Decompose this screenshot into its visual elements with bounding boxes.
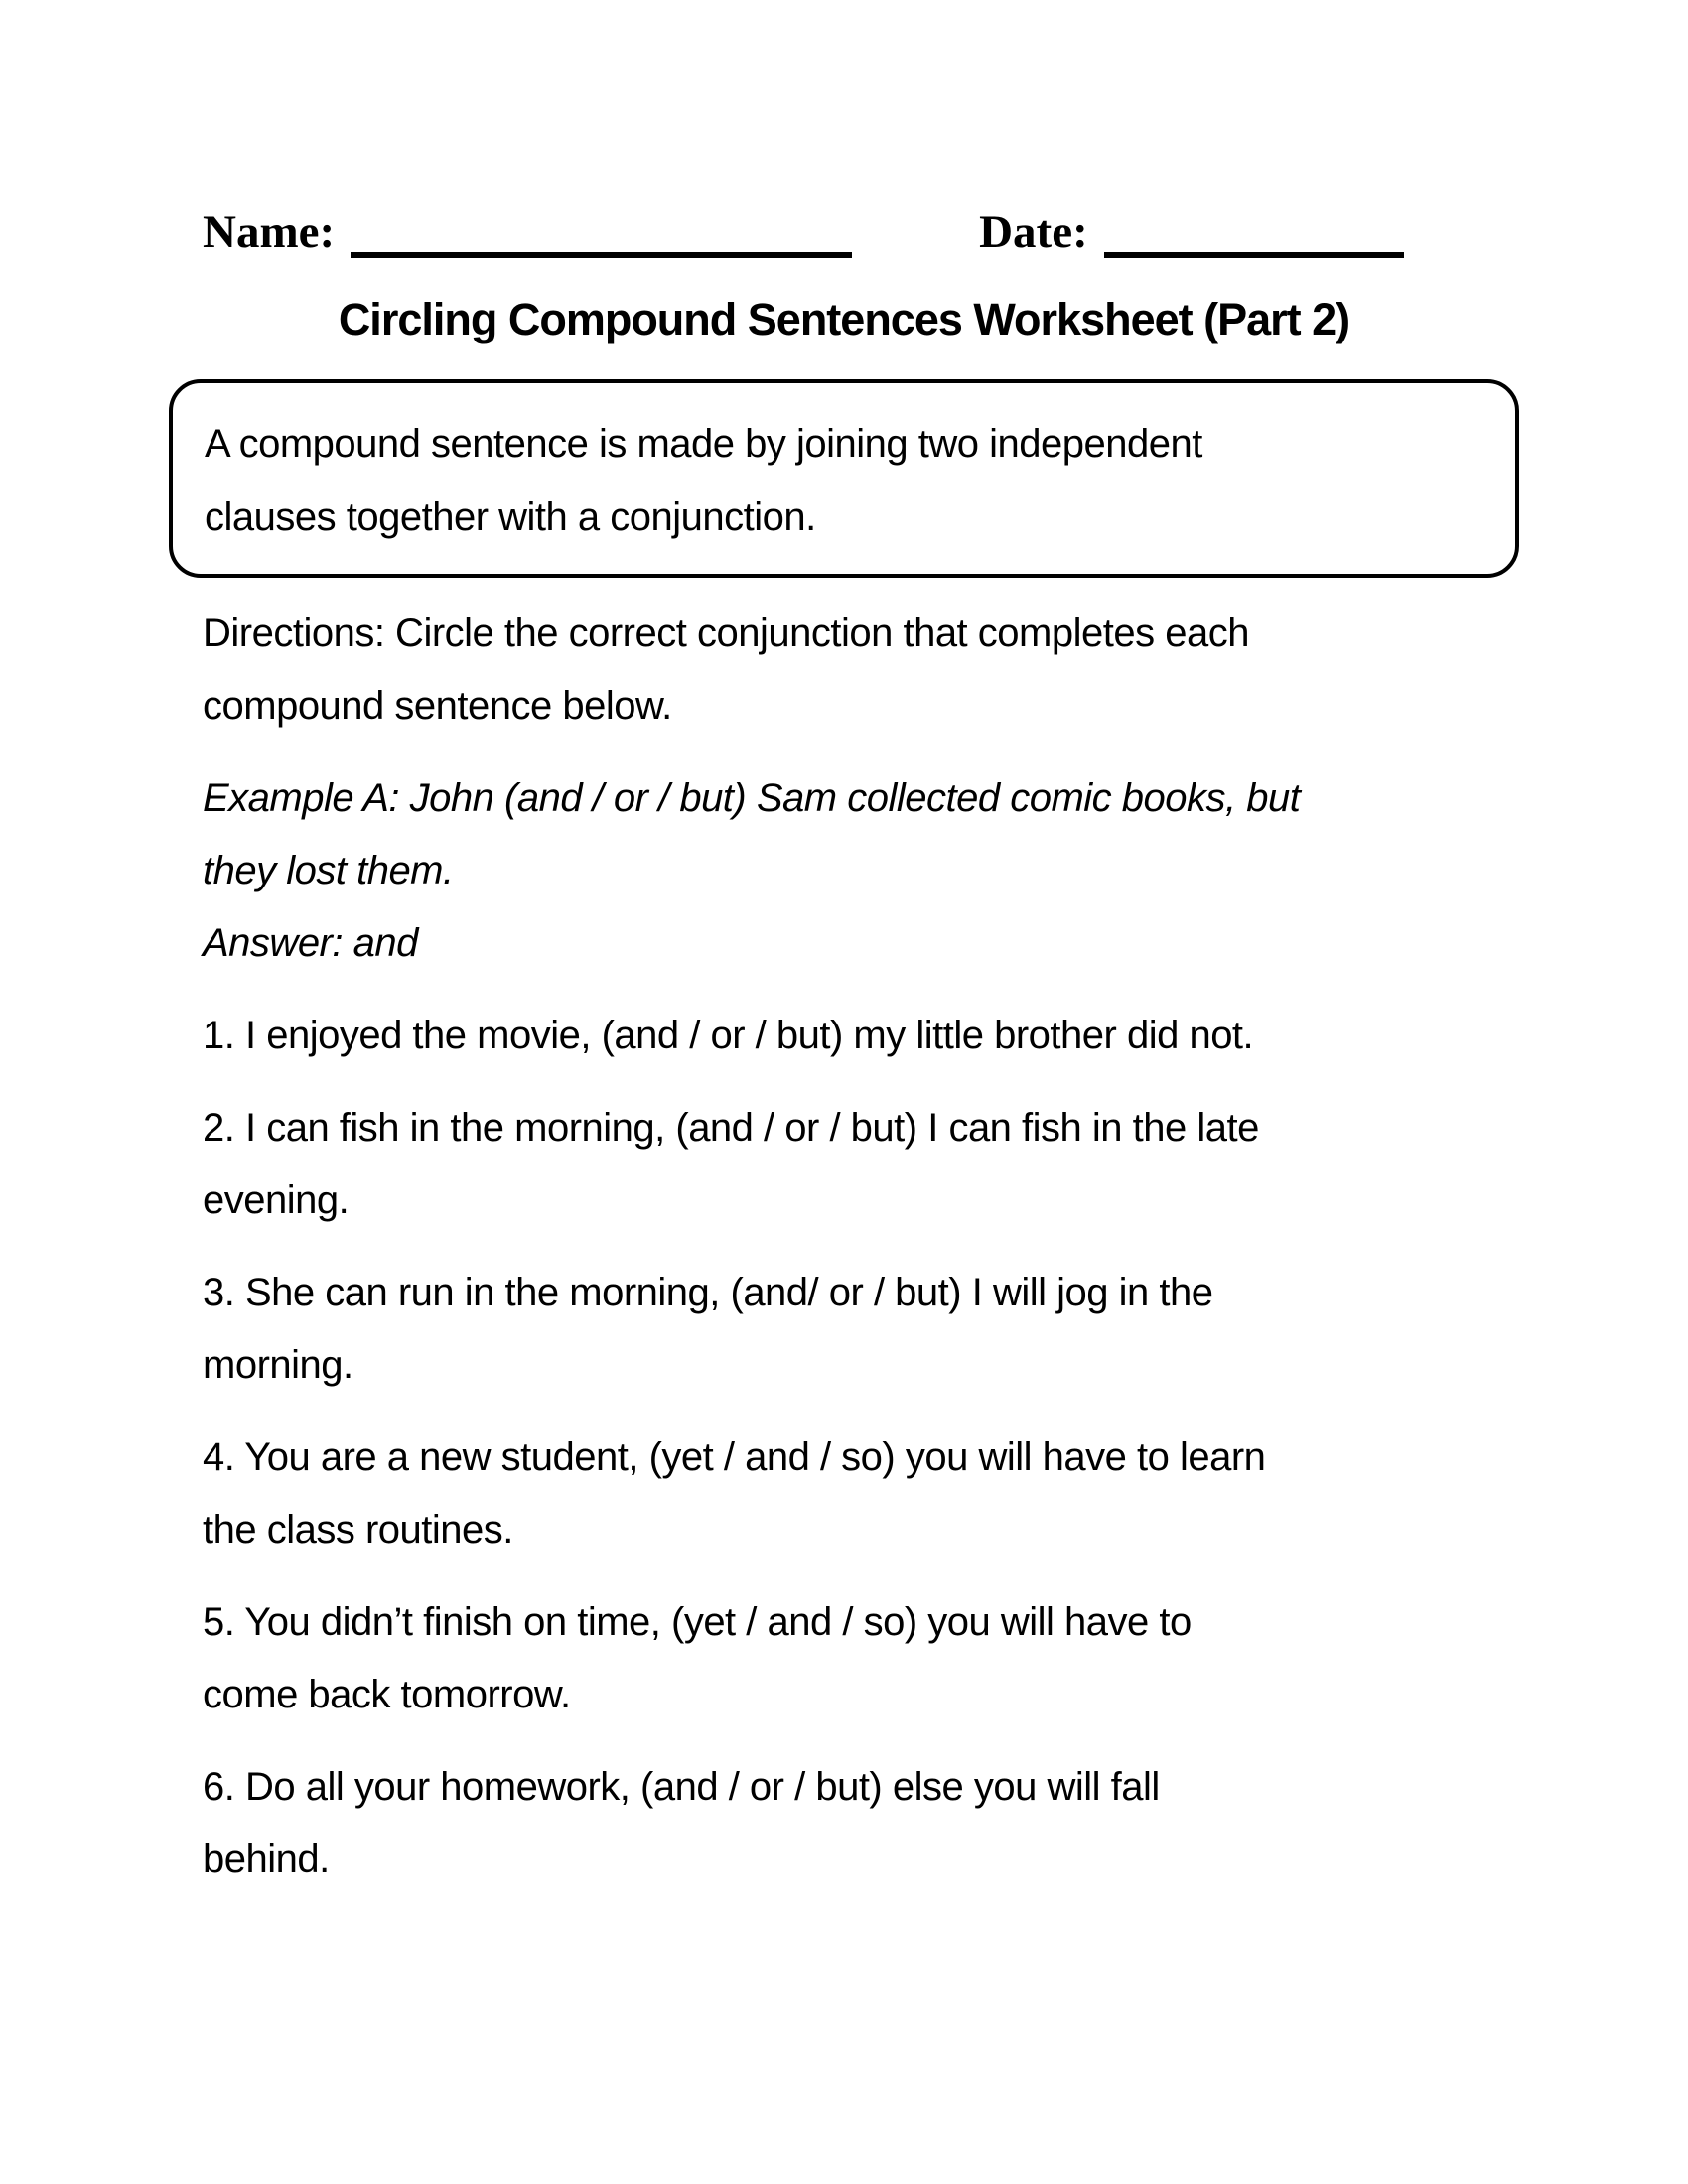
question-2	[169, 1092, 1519, 1237]
question-5	[169, 1586, 1519, 1731]
name-blank-line	[351, 242, 852, 258]
definition-line: clauses together with a conjunction.	[205, 495, 816, 539]
directions	[169, 598, 1519, 743]
question-line: evening.	[203, 1178, 350, 1222]
example-answer-line: Answer: and	[203, 921, 418, 965]
directions-line: compound sentence below.	[203, 684, 672, 728]
question-3	[169, 1257, 1519, 1402]
worksheet-content	[169, 206, 1519, 1896]
question-line: morning.	[203, 1343, 353, 1387]
question-line: come back tomorrow.	[203, 1673, 571, 1716]
example-line: they lost them.	[203, 849, 454, 892]
question-line: 3. She can run in the morning, (and/ or / but) I will jog in the	[203, 1271, 1213, 1314]
question-4	[169, 1422, 1519, 1567]
question-line: behind.	[203, 1838, 330, 1881]
example-line: Example A: John (and / or / but) Sam collected comic books, but	[203, 776, 1301, 820]
definition-box	[169, 379, 1519, 578]
question-line: 2. I can fish in the morning, (and / or / but) I can fish in the late	[203, 1106, 1259, 1150]
question-line: 6. Do all your homework, (and / or / but) else you will fall	[203, 1765, 1160, 1809]
question-line: 5. You didn’t finish on time, (yet / and / so) you will have to	[203, 1600, 1192, 1644]
question-line: 4. You are a new student, (yet / and / so) you will have to learn	[203, 1435, 1266, 1479]
date-blank-line	[1104, 242, 1404, 258]
definition-line: A compound sentence is made by joining two independent	[205, 422, 1202, 466]
header-row	[169, 206, 1519, 258]
example	[169, 762, 1519, 980]
question-line: 1. I enjoyed the movie, (and / or / but) my little brother did not.	[203, 1014, 1254, 1057]
worksheet-title: Circling Compound Sentences Worksheet (Part 2)	[338, 294, 1350, 344]
name-label: Name:	[203, 206, 336, 258]
date-label: Date:	[979, 206, 1088, 258]
directions-line: Directions: Circle the correct conjunction that completes each	[203, 612, 1249, 655]
question-6	[169, 1751, 1519, 1896]
question-line: the class routines.	[203, 1508, 513, 1552]
question-1	[169, 1000, 1519, 1072]
